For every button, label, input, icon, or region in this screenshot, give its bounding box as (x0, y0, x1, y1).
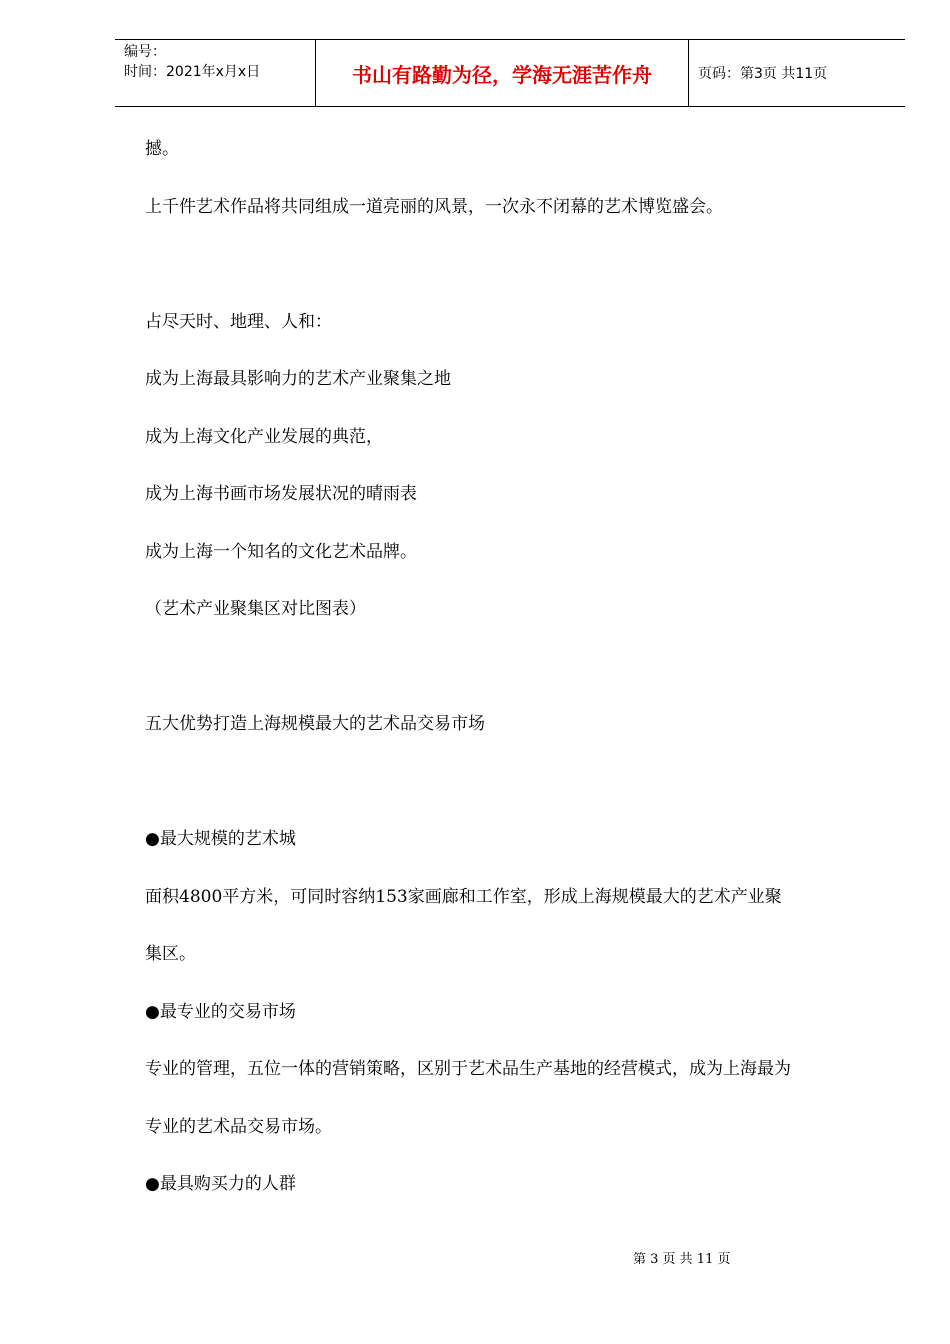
body-line: 成为上海书画市场发展状况的晴雨表 (145, 484, 417, 504)
bullet-heading: ●最具购买力的人群 (145, 1174, 296, 1194)
bullet-heading: ●最大规模的艺术城 (145, 829, 296, 849)
body-line: 面积4800平方米，可同时容纳153家画廊和工作室，形成上海规模最大的艺术产业聚 (145, 887, 782, 907)
document-number-label: 编号： (124, 44, 166, 60)
body-line: 专业的管理，五位一体的营销策略，区别于艺术品生产基地的经营模式，成为上海最为 (145, 1059, 791, 1079)
body-line: 成为上海最具影响力的艺术产业聚集之地 (145, 369, 451, 389)
header-page-info: 页码：第3页 共11页 (698, 66, 828, 82)
body-line: 专业的艺术品交易市场。 (145, 1117, 332, 1137)
body-line: （艺术产业聚集区对比图表） (145, 599, 366, 619)
document-time-label: 时间：2021年x月x日 (124, 64, 261, 80)
body-line: 占尽天时、地理、人和： (145, 312, 332, 332)
body-line: 集区。 (145, 944, 196, 964)
header-meta (115, 40, 316, 106)
header-motto: 书山有路勤为径，学海无涯苦作舟 (316, 40, 689, 106)
page-header (115, 39, 905, 107)
page-footer-number: 第 3 页 共 11 页 (633, 1252, 731, 1267)
body-line: 成为上海文化产业发展的典范， (145, 427, 383, 447)
body-line: 成为上海一个知名的文化艺术品牌。 (145, 542, 417, 562)
bullet-heading: ●最专业的交易市场 (145, 1002, 296, 1022)
section-heading: 五大优势打造上海规模最大的艺术品交易市场 (145, 714, 485, 734)
body-line: 撼。 (145, 139, 179, 159)
body-line: 上千件艺术作品将共同组成一道亮丽的风景，一次永不闭幕的艺术博览盛会。 (145, 197, 723, 217)
